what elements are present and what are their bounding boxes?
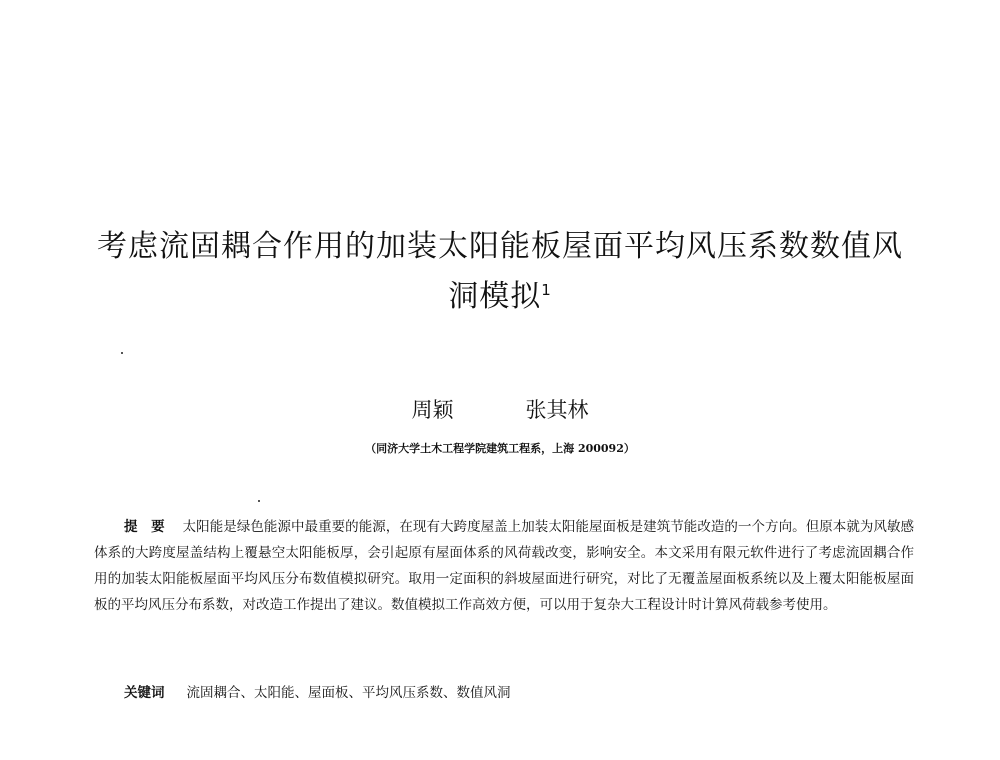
title-line-2-text: 洞模拟 [448,279,542,314]
scan-speck [258,500,260,502]
keywords [124,680,914,706]
keywords-text: 流固耦合、太阳能、屋面板、平均风压系数、数值风洞 [186,685,511,701]
abstract [94,514,914,618]
title-line-1: 考虑流固耦合作用的加装太阳能板屋面平均风压系数数值风 [97,229,903,264]
title-line-2 [80,272,920,322]
affiliation: （同济大学土木工程学院建筑工程系，上海 200092） [365,442,635,455]
authors [80,395,920,425]
scan-speck [121,352,123,354]
abstract-label: 提 要 [124,519,165,535]
author-name: 张其林 [525,398,589,422]
author-name: 周颖 [411,398,454,422]
paper-title [80,222,920,322]
title-footnote-mark: 1 [541,281,552,299]
keywords-label: 关键词 [124,685,165,701]
abstract-text: 太阳能是绿色能源中最重要的能源，在现有大跨度屋盖上加装太阳能屋面板是建筑节能改造的一个方向。但原本就为风敏感体系的大跨度屋盖结构上覆悬空太阳能板厚，会引起原有屋面体系的风荷载改变，影响安全。本文采用有限元软件进行了考虑流固耦合作用的加装太阳能板屋面平均风压分布数值模拟研究。取用一定面积的斜坡屋面进行研究，对比了无覆盖屋面板系统以及上覆太阳能板屋面板的平均风压分布系数，对改造工作提出了建议。数值模拟工作高效方便，可以用于复杂大工程设计时计算风荷载参考使用。 [94,519,915,613]
